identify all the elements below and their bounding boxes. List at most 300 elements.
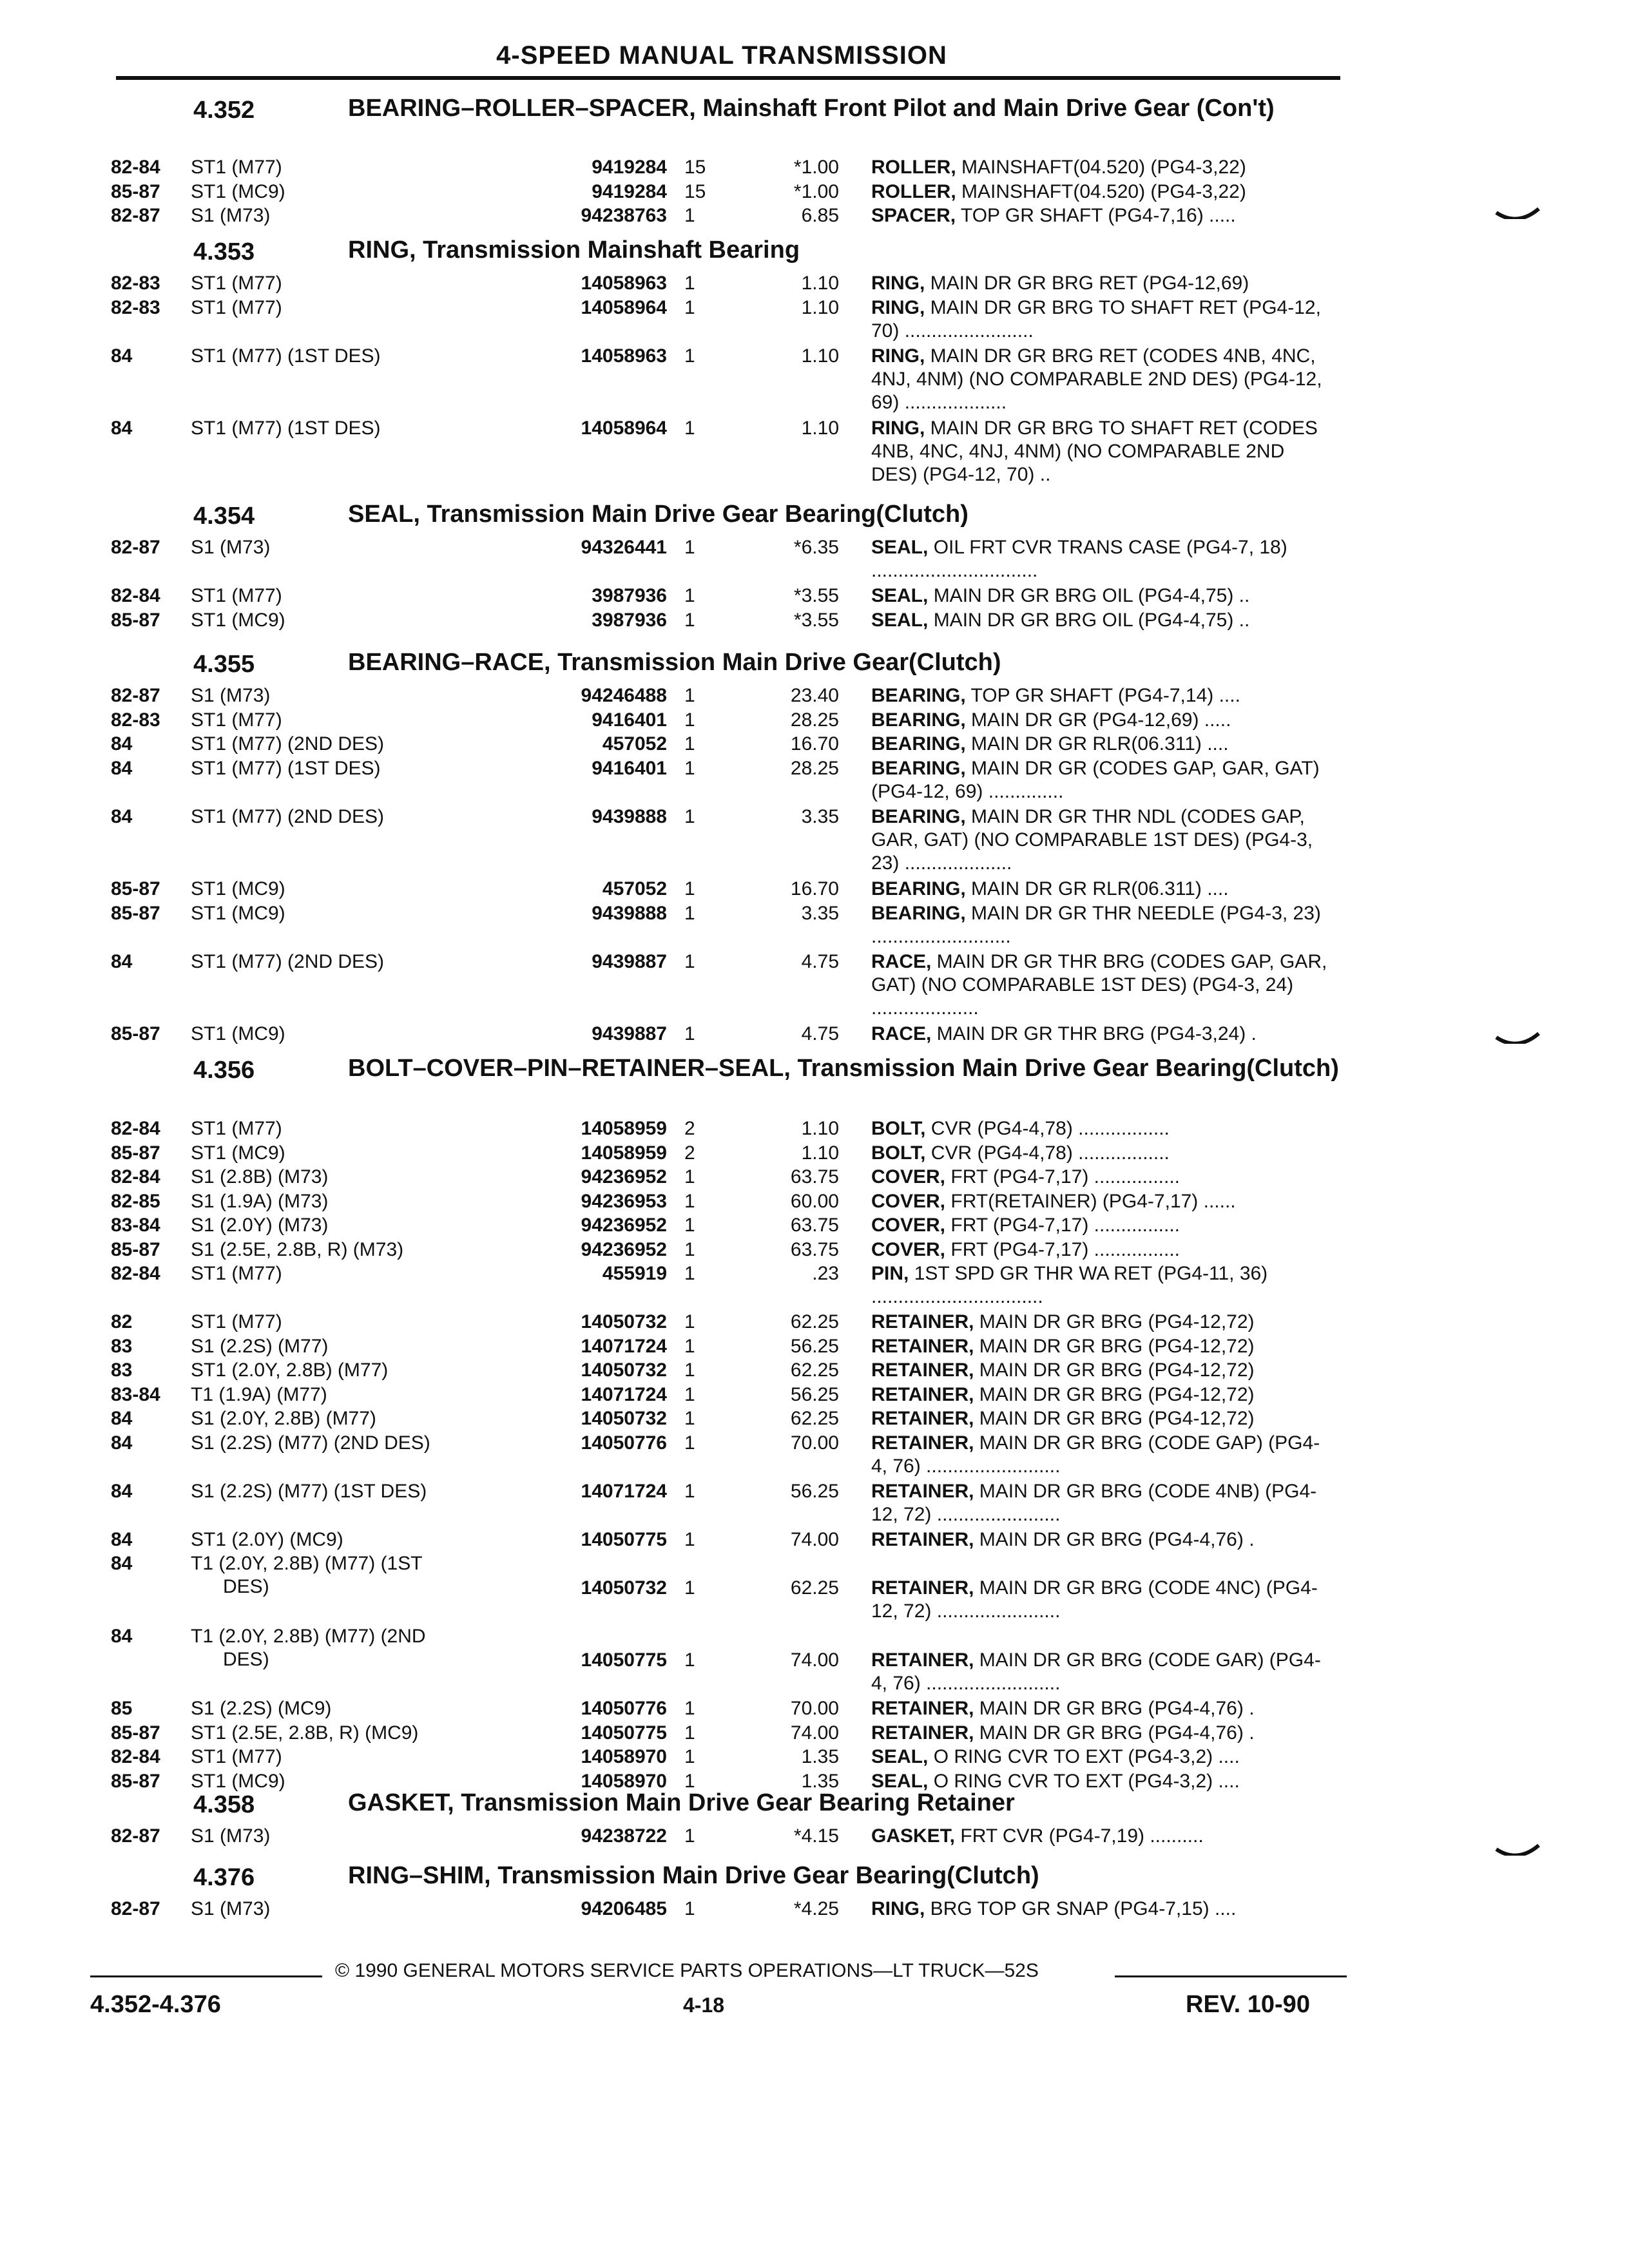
description-text: MAIN DR GR BRG OIL (PG4-4,75) .. (928, 609, 1250, 631)
description-text: MAIN DR GR THR BRG (CODES GAP, GAR, GAT) (NO COMPARABLE 1ST DES) (PG4-3, 24) .................... (871, 950, 1327, 1019)
model-years: 82-85 (111, 1190, 160, 1212)
quantity: 1 (684, 1698, 695, 1719)
application: ST1 (M77) (1ST DES) (191, 757, 381, 779)
price: 62.25 (790, 1408, 839, 1429)
model-years: 84 (111, 950, 133, 972)
description (871, 417, 1335, 486)
application: ST1 (M77) (191, 1263, 282, 1284)
description (871, 878, 1335, 901)
description-keyword: RETAINER, (871, 1383, 974, 1405)
footer-section-range: 4.352-4.376 (90, 1991, 221, 2018)
description-text: MAINSHAFT(04.520) (PG4-3,22) (956, 180, 1246, 202)
quantity: 1 (684, 757, 695, 779)
quantity: 1 (684, 537, 695, 558)
description (871, 536, 1335, 582)
application: ST1 (M77) (1ST DES) (191, 345, 381, 367)
quantity: 1 (684, 418, 695, 439)
description (871, 733, 1335, 756)
part-number: 9439887 (592, 950, 667, 972)
part-number: 457052 (602, 878, 667, 899)
description (871, 1528, 1335, 1552)
description (871, 902, 1335, 948)
description-keyword: RETAINER, (871, 1360, 974, 1381)
section-title: SEAL, Transmission Main Drive Gear Bearing(Clutch) (348, 501, 969, 528)
application: S1 (M73) (191, 685, 271, 706)
price: 56.25 (790, 1335, 839, 1357)
application: ST1 (M77) (191, 585, 282, 606)
price: 16.70 (790, 878, 839, 899)
description (871, 1166, 1335, 1189)
description-keyword: COVER, (871, 1190, 946, 1212)
description-text: MAIN DR GR BRG TO SHAFT RET (CODES 4NB, 4NC, 4NJ, 4NM) (NO COMPARABLE 2ND DES) (PG4-12, 70) .. (871, 418, 1318, 485)
model-years: 82 (111, 1311, 133, 1332)
application: ST1 (MC9) (191, 180, 285, 202)
price: 28.25 (790, 757, 839, 779)
model-years: 82-84 (111, 1118, 160, 1139)
part-number: 9419284 (592, 180, 667, 202)
description (871, 709, 1335, 732)
application: S1 (2.5E, 2.8B, R) (M73) (191, 1238, 404, 1260)
model-years: 84 (111, 418, 133, 439)
application: ST1 (MC9) (191, 878, 285, 899)
footer-copyright: © 1990 GENERAL MOTORS SERVICE PARTS OPERATIONS—LT TRUCK—52S (335, 1960, 1039, 1981)
description (871, 1480, 1335, 1526)
description (871, 1262, 1335, 1309)
section-number: 4.376 (193, 1864, 255, 1891)
part-number: 3987936 (592, 585, 667, 606)
model-years: 84 (111, 1625, 133, 1647)
part-number: 94206485 (581, 1898, 667, 1919)
application: S1 (M73) (191, 1825, 271, 1847)
quantity: 1 (684, 1770, 695, 1792)
application: ST1 (MC9) (191, 609, 285, 631)
model-years: 84 (111, 805, 133, 827)
part-number: 3987936 (592, 609, 667, 631)
description-text: TOP GR SHAFT (PG4-7,16) ..... (956, 205, 1236, 226)
description-keyword: COVER, (871, 1238, 946, 1260)
description-keyword: BEARING, (871, 902, 966, 924)
description (871, 1117, 1335, 1140)
part-number: 9439888 (592, 902, 667, 924)
description-keyword: BEARING, (871, 685, 966, 706)
description-keyword: SPACER, (871, 205, 956, 226)
description-text: MAIN DR GR BRG (CODE 4NC) (PG4-12, 72) ....................... (871, 1577, 1318, 1622)
model-years: 82-83 (111, 296, 160, 318)
price: 28.25 (790, 709, 839, 731)
price: 70.00 (790, 1432, 839, 1454)
price: 3.35 (801, 805, 839, 827)
description-text: FRT(RETAINER) (PG4-7,17) ...... (945, 1190, 1236, 1212)
price: *4.25 (793, 1898, 839, 1919)
quantity: 1 (684, 1408, 695, 1429)
part-number: 14058964 (581, 418, 667, 439)
description-keyword: RING, (871, 296, 925, 318)
model-years: 82-84 (111, 1746, 160, 1767)
price: 16.70 (790, 733, 839, 754)
quantity: 1 (684, 585, 695, 606)
price: 1.10 (801, 296, 839, 318)
part-number: 94236952 (581, 1215, 667, 1236)
quantity: 1 (684, 273, 695, 294)
description (871, 584, 1335, 608)
model-years: 82-87 (111, 685, 160, 706)
model-years: 85-87 (111, 902, 160, 924)
price: 56.25 (790, 1383, 839, 1405)
description (871, 1745, 1335, 1769)
part-number: 14050732 (581, 1311, 667, 1332)
price: 63.75 (790, 1238, 839, 1260)
description-keyword: RING, (871, 1898, 925, 1919)
quantity: 1 (684, 296, 695, 318)
page-title: 4-SPEED MANUAL TRANSMISSION (496, 41, 947, 70)
description-keyword: COVER, (871, 1166, 946, 1187)
price: 1.10 (801, 1118, 839, 1139)
application: ST1 (MC9) (191, 1770, 285, 1792)
description-text: MAIN DR GR THR NDL (CODES GAP, GAR, GAT) (NO COMPARABLE 1ST DES) (PG4-3, 23) .................... (871, 805, 1313, 874)
description-text: OIL FRT CVR TRANS CASE (PG4-7, 18) ............................... (871, 537, 1287, 581)
part-number: 94236953 (581, 1190, 667, 1212)
price: *1.00 (793, 180, 839, 202)
part-number: 94238722 (581, 1825, 667, 1847)
price: 60.00 (790, 1190, 839, 1212)
part-number: 94326441 (581, 537, 667, 558)
model-years: 85-87 (111, 1142, 160, 1164)
part-number: 14071724 (581, 1383, 667, 1405)
application: ST1 (M77) (191, 273, 282, 294)
application: ST1 (MC9) (191, 1023, 285, 1044)
description-keyword: PIN, (871, 1263, 909, 1284)
description (871, 180, 1335, 204)
model-years: 85-87 (111, 1023, 160, 1044)
quantity: 1 (684, 1480, 695, 1502)
description (871, 1722, 1335, 1745)
description (871, 204, 1335, 227)
application: S1 (1.9A) (M73) (191, 1190, 329, 1212)
description-keyword: RETAINER, (871, 1432, 974, 1454)
description-keyword: RING, (871, 273, 925, 294)
description (871, 1238, 1335, 1262)
description-text: MAIN DR GR BRG (PG4-12,72) (974, 1408, 1255, 1429)
price: 1.10 (801, 1142, 839, 1164)
description (871, 1432, 1335, 1478)
model-years: 84 (111, 1528, 133, 1550)
price: .23 (812, 1263, 839, 1284)
model-years: 84 (111, 1432, 133, 1454)
description-keyword: RETAINER, (871, 1698, 974, 1719)
description-keyword: RETAINER, (871, 1722, 974, 1744)
application: T1 (1.9A) (M77) (191, 1383, 327, 1405)
model-years: 82-87 (111, 1898, 160, 1919)
application: ST1 (M77) (191, 296, 282, 318)
price: 62.25 (790, 1577, 839, 1599)
part-number: 14050732 (581, 1408, 667, 1429)
part-number: 14050775 (581, 1649, 667, 1671)
description-text: MAIN DR GR BRG (PG4-4,76) . (974, 1722, 1255, 1744)
section-title: RING, Transmission Mainshaft Bearing (348, 236, 800, 264)
price: *1.00 (793, 157, 839, 178)
margin-mark (1495, 1843, 1540, 1856)
application: ST1 (2.0Y, 2.8B) (M77) (191, 1360, 389, 1381)
description (871, 1214, 1335, 1237)
quantity: 1 (684, 709, 695, 731)
quantity: 1 (684, 1746, 695, 1767)
description-keyword: BEARING, (871, 878, 966, 899)
price: 23.40 (790, 685, 839, 706)
description (871, 1825, 1335, 1848)
part-number: 14058970 (581, 1770, 667, 1792)
price: 1.10 (801, 273, 839, 294)
description-text: O RING CVR TO EXT (PG4-3,2) .... (928, 1746, 1240, 1767)
quantity: 1 (684, 950, 695, 972)
part-number: 14050732 (581, 1577, 667, 1599)
quantity: 1 (684, 1722, 695, 1744)
application: S1 (2.2S) (M77) (2ND DES) (191, 1432, 430, 1454)
description-keyword: SEAL, (871, 537, 929, 558)
description-keyword: BEARING, (871, 733, 966, 754)
section-title: GASKET, Transmission Main Drive Gear Bearing Retainer (348, 1789, 1015, 1816)
description-text: CVR (PG4-4,78) ................. (925, 1142, 1170, 1164)
quantity: 1 (684, 685, 695, 706)
part-number: 14050776 (581, 1432, 667, 1454)
description-text: CVR (PG4-4,78) ................. (925, 1118, 1170, 1139)
description (871, 1142, 1335, 1165)
description-text: MAIN DR GR THR BRG (PG4-3,24) . (931, 1023, 1257, 1044)
description-keyword: RETAINER, (871, 1311, 974, 1332)
description-text: MAIN DR GR BRG RET (PG4-12,69) (925, 273, 1249, 294)
description-text: BRG TOP GR SNAP (PG4-7,15) .... (925, 1898, 1237, 1919)
model-years: 83-84 (111, 1383, 160, 1405)
price: 70.00 (790, 1698, 839, 1719)
description-keyword: RING, (871, 418, 925, 439)
section-number: 4.355 (193, 651, 255, 678)
description-text: MAIN DR GR (CODES GAP, GAR, GAT) (PG4-12, 69) .............. (871, 757, 1320, 802)
quantity: 1 (684, 1166, 695, 1187)
application: ST1 (M77) (2ND DES) (191, 950, 385, 972)
application: ST1 (M77) (2ND DES) (191, 733, 385, 754)
header-rule (116, 76, 1340, 80)
description-keyword: RETAINER, (871, 1408, 974, 1429)
price: 56.25 (790, 1480, 839, 1502)
part-number: 94236952 (581, 1166, 667, 1187)
part-number: 14050732 (581, 1360, 667, 1381)
description-text: 1ST SPD GR THR WA RET (PG4-11, 36) ................................ (871, 1263, 1268, 1307)
description-text: O RING CVR TO EXT (PG4-3,2) .... (928, 1770, 1240, 1792)
part-number: 14058964 (581, 296, 667, 318)
application: ST1 (M77) (1ST DES) (191, 418, 381, 439)
description-text: MAIN DR GR BRG TO SHAFT RET (PG4-12, 70) ........................ (871, 296, 1321, 341)
section-number: 4.356 (193, 1057, 255, 1084)
description-text: MAIN DR GR BRG (PG4-12,72) (974, 1383, 1255, 1405)
quantity: 1 (684, 609, 695, 631)
description (871, 805, 1335, 875)
part-number: 14050775 (581, 1722, 667, 1744)
section-title: BEARING–ROLLER–SPACER, Mainshaft Front Pilot and Main Drive Gear (Con't) (348, 95, 1275, 122)
section-number: 4.354 (193, 503, 255, 530)
description-keyword: BEARING, (871, 805, 966, 827)
description-text: MAIN DR GR BRG (CODE GAR) (PG4-4, 76) ......................... (871, 1649, 1321, 1694)
part-number: 14058959 (581, 1118, 667, 1139)
section-title: RING–SHIM, Transmission Main Drive Gear Bearing(Clutch) (348, 1862, 1039, 1889)
model-years: 82-83 (111, 273, 160, 294)
description (871, 950, 1335, 1020)
model-years: 85-87 (111, 1722, 160, 1744)
application: S1 (2.0Y) (M73) (191, 1215, 329, 1236)
price: 74.00 (790, 1528, 839, 1550)
quantity: 1 (684, 205, 695, 226)
footer-page-number: 4-18 (683, 1994, 725, 2017)
price: 74.00 (790, 1649, 839, 1671)
quantity: 1 (684, 1311, 695, 1332)
application: T1 (2.0Y, 2.8B) (M77) (1ST DES) (191, 1553, 423, 1597)
model-years: 84 (111, 1480, 133, 1502)
description-keyword: BEARING, (871, 757, 966, 779)
section-title: BOLT–COVER–PIN–RETAINER–SEAL, Transmission Main Drive Gear Bearing(Clutch) (348, 1055, 1339, 1082)
model-years: 84 (111, 1553, 133, 1574)
description (871, 684, 1335, 707)
model-years: 85-87 (111, 609, 160, 631)
description-keyword: RACE, (871, 1023, 932, 1044)
description-keyword: COVER, (871, 1215, 946, 1236)
description (871, 272, 1335, 295)
model-years: 85-87 (111, 1770, 160, 1792)
description (871, 1359, 1335, 1382)
description (871, 345, 1335, 414)
quantity: 1 (684, 345, 695, 367)
description-keyword: BEARING, (871, 709, 966, 731)
footer-rule-right (1115, 1975, 1347, 1977)
application: S1 (M73) (191, 537, 271, 558)
application: T1 (2.0Y, 2.8B) (M77) (2ND DES) (191, 1625, 426, 1670)
description-text: MAIN DR GR RLR(06.311) .... (965, 878, 1229, 899)
application: S1 (2.8B) (M73) (191, 1166, 329, 1187)
price: 4.75 (801, 950, 839, 972)
model-years: 82-84 (111, 585, 160, 606)
model-years: 82-87 (111, 1825, 160, 1847)
price: 6.85 (801, 205, 839, 226)
description-text: FRT (PG4-7,17) ................ (945, 1166, 1181, 1187)
description (871, 609, 1335, 632)
description (871, 1383, 1335, 1407)
description-text: TOP GR SHAFT (PG4-7,14) .... (965, 685, 1240, 706)
quantity: 1 (684, 1360, 695, 1381)
part-number: 14050776 (581, 1698, 667, 1719)
application: ST1 (M77) (191, 1118, 282, 1139)
description-text: MAINSHAFT(04.520) (PG4-3,22) (956, 157, 1246, 178)
price: 4.75 (801, 1023, 839, 1044)
description-text: FRT (PG4-7,17) ................ (945, 1238, 1181, 1260)
footer-revision: REV. 10-90 (1186, 1991, 1310, 2018)
model-years: 84 (111, 757, 133, 779)
price: *3.55 (793, 609, 839, 631)
application: ST1 (2.0Y) (MC9) (191, 1528, 343, 1550)
price: 74.00 (790, 1722, 839, 1744)
application: ST1 (M77) (191, 1311, 282, 1332)
model-years: 85-87 (111, 180, 160, 202)
part-number: 455919 (602, 1263, 667, 1284)
quantity: 1 (684, 733, 695, 754)
description-text: MAIN DR GR BRG (PG4-12,72) (974, 1360, 1255, 1381)
quantity: 1 (684, 1335, 695, 1357)
quantity: 1 (684, 1383, 695, 1405)
quantity: 1 (684, 1898, 695, 1919)
section-number: 4.353 (193, 238, 255, 265)
application: S1 (2.2S) (M77) (191, 1335, 329, 1357)
quantity: 1 (684, 1023, 695, 1044)
part-number: 94238763 (581, 205, 667, 226)
application: ST1 (M77) (191, 1746, 282, 1767)
description (871, 1023, 1335, 1046)
description-text: MAIN DR GR THR NEEDLE (PG4-3, 23) .......................... (871, 902, 1321, 947)
description (871, 1311, 1335, 1334)
section-title: BEARING–RACE, Transmission Main Drive Gear(Clutch) (348, 649, 1001, 676)
description (871, 1335, 1335, 1358)
description-keyword: RACE, (871, 950, 932, 972)
description-text: MAIN DR GR BRG (PG4-12,72) (974, 1335, 1255, 1357)
quantity: 1 (684, 902, 695, 924)
description-keyword: RETAINER, (871, 1480, 974, 1502)
quantity: 1 (684, 1190, 695, 1212)
section-number: 4.352 (193, 97, 255, 124)
description-keyword: SEAL, (871, 609, 929, 631)
price: 63.75 (790, 1166, 839, 1187)
application: S1 (2.2S) (MC9) (191, 1698, 332, 1719)
description-text: MAIN DR GR BRG (CODE 4NB) (PG4-12, 72) ....................... (871, 1480, 1317, 1525)
margin-mark (1495, 1031, 1540, 1044)
price: 3.35 (801, 902, 839, 924)
model-years: 84 (111, 345, 133, 367)
description-text: MAIN DR GR RLR(06.311) .... (965, 733, 1229, 754)
model-years: 85-87 (111, 878, 160, 899)
model-years: 82-84 (111, 157, 160, 178)
description-text: MAIN DR GR (PG4-12,69) ..... (965, 709, 1231, 731)
application: S1 (2.2S) (M77) (1ST DES) (191, 1480, 427, 1502)
application: ST1 (MC9) (191, 902, 285, 924)
quantity: 1 (684, 1215, 695, 1236)
quantity: 1 (684, 1263, 695, 1284)
part-number: 14058963 (581, 273, 667, 294)
application: S1 (M73) (191, 1898, 271, 1919)
description-text: MAIN DR GR BRG (CODE GAP) (PG4-4, 76) ......................... (871, 1432, 1320, 1477)
description (871, 757, 1335, 803)
application: ST1 (2.5E, 2.8B, R) (MC9) (191, 1722, 419, 1744)
model-years: 85-87 (111, 1238, 160, 1260)
description-keyword: SEAL, (871, 1746, 929, 1767)
part-number: 94246488 (581, 685, 667, 706)
part-number: 14071724 (581, 1335, 667, 1357)
description-text: MAIN DR GR BRG (PG4-4,76) . (974, 1528, 1255, 1550)
description-text: FRT CVR (PG4-7,19) .......... (955, 1825, 1204, 1847)
part-number: 14058970 (581, 1746, 667, 1767)
price: 1.10 (801, 345, 839, 367)
description-keyword: RETAINER, (871, 1649, 974, 1671)
price: 1.10 (801, 418, 839, 439)
part-number: 14058959 (581, 1142, 667, 1164)
quantity: 1 (684, 1577, 695, 1599)
description-keyword: RETAINER, (871, 1528, 974, 1550)
description (871, 296, 1335, 343)
price: *3.55 (793, 585, 839, 606)
description-text: MAIN DR GR BRG OIL (PG4-4,75) .. (928, 585, 1250, 606)
description-keyword: ROLLER, (871, 157, 956, 178)
model-years: 83 (111, 1335, 133, 1357)
quantity: 2 (684, 1118, 695, 1139)
price: 1.35 (801, 1770, 839, 1792)
description-text: MAIN DR GR BRG RET (CODES 4NB, 4NC, 4NJ, 4NM) (NO COMPARABLE 2ND DES) (PG4-12, 69) ................... (871, 345, 1322, 413)
application: S1 (M73) (191, 205, 271, 226)
part-number: 9419284 (592, 157, 667, 178)
quantity: 1 (684, 1238, 695, 1260)
quantity: 1 (684, 1825, 695, 1847)
